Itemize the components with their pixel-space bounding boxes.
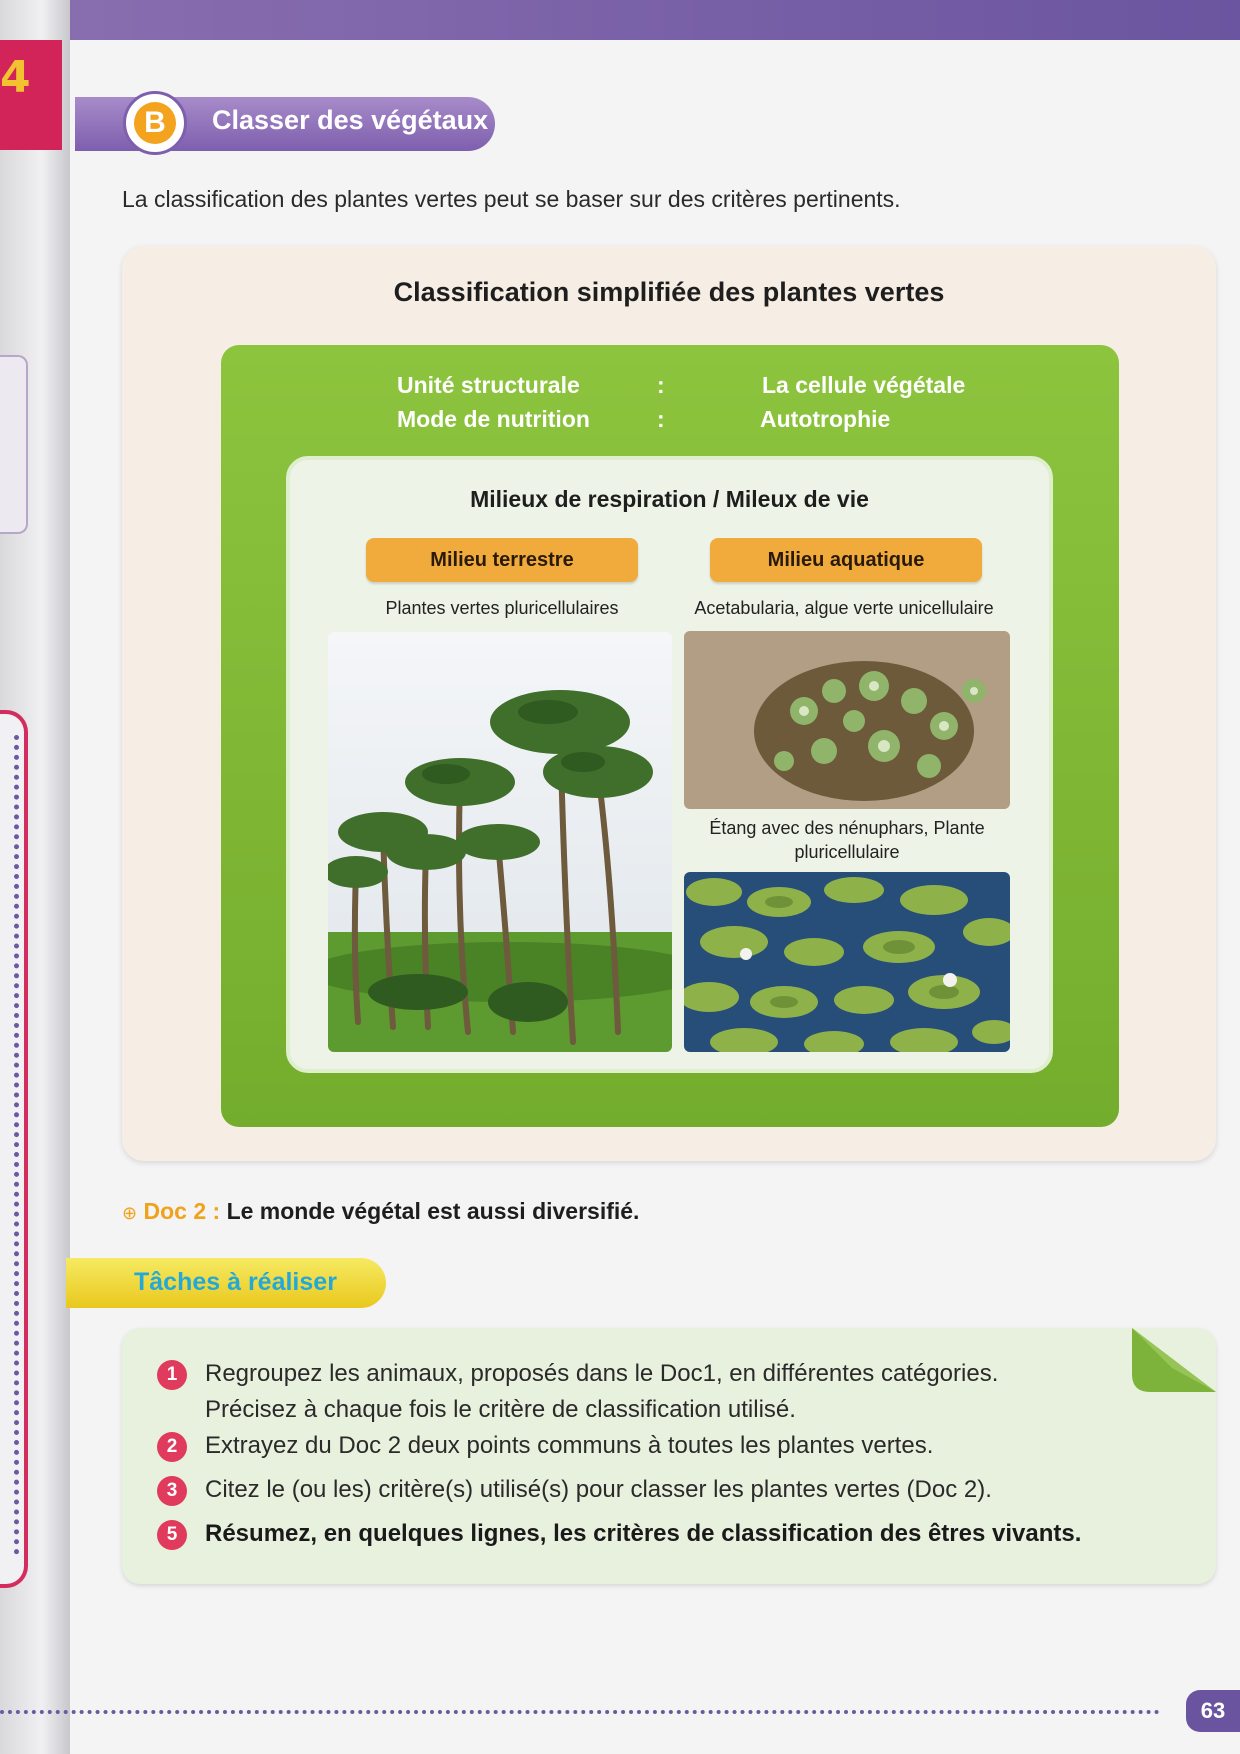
spine-dots bbox=[14, 735, 19, 1555]
spine-box bbox=[0, 355, 28, 534]
aquatic-label: Milieu aquatique bbox=[710, 538, 982, 582]
task-item-3: Citez le (ou les) critère(s) utilisé(s) pour classer les plantes vertes (Doc 2). bbox=[205, 1476, 992, 1503]
chapter-number: 4 bbox=[0, 52, 31, 103]
doc-title: Classification simplifiée des plantes vertes bbox=[393, 277, 945, 307]
info-label-structure: Unité structurale bbox=[397, 372, 580, 398]
acetabularia-caption: Acetabularia, algue verte unicellulaire bbox=[694, 598, 994, 618]
footer-dots bbox=[0, 1710, 1160, 1714]
task-item-5: Résumez, en quelques lignes, les critères de classification des êtres vivants. bbox=[205, 1520, 1082, 1547]
doc-caption bbox=[122, 1198, 639, 1225]
section-title: Classer des végétaux bbox=[212, 105, 489, 135]
palm-trees-photo bbox=[328, 632, 672, 1052]
task-item-1-line1: Regroupez les animaux, proposés dans le Doc1, en différentes catégories. bbox=[205, 1360, 999, 1387]
task-number: 3 bbox=[157, 1476, 187, 1506]
pond-photo bbox=[684, 872, 1010, 1052]
pond-caption-line2: pluricellulaire bbox=[794, 842, 900, 862]
environments-title: Milieux de respiration / Mileux de vie bbox=[470, 486, 869, 512]
corner-fold-icon bbox=[1132, 1328, 1216, 1392]
info-value-nutrition: Autotrophie bbox=[760, 406, 891, 432]
task-number: 2 bbox=[157, 1432, 187, 1462]
task-number: 1 bbox=[157, 1360, 187, 1390]
info-label-nutrition: Mode de nutrition bbox=[397, 406, 590, 432]
info-sep-structure: : bbox=[657, 372, 665, 398]
section-letter-badge bbox=[123, 91, 187, 155]
top-band bbox=[0, 0, 1240, 40]
terrestrial-label: Milieu terrestre bbox=[366, 538, 638, 582]
doc-caption-text: Le monde végétal est aussi diversifié. bbox=[226, 1198, 640, 1224]
tasks-title: Tâches à réaliser bbox=[134, 1268, 337, 1296]
section-letter: B bbox=[134, 102, 176, 144]
pond-caption-line1: Étang avec des nénuphars, Plante bbox=[709, 818, 985, 838]
task-item-2: Extrayez du Doc 2 deux points communs à toutes les plantes vertes. bbox=[205, 1432, 934, 1459]
page-number: 63 bbox=[1186, 1690, 1240, 1732]
terrestrial-caption: Plantes vertes pluricellulaires bbox=[385, 598, 619, 618]
info-value-structure: La cellule végétale bbox=[762, 372, 966, 398]
info-sep-nutrition: : bbox=[657, 406, 665, 432]
task-number: 5 bbox=[157, 1520, 187, 1550]
doc-arrow-icon: ⊕ bbox=[122, 1203, 138, 1223]
task-item-1-line2: Précisez à chaque fois le critère de classification utilisé. bbox=[205, 1396, 796, 1423]
acetabularia-photo bbox=[684, 631, 1010, 809]
intro-text: La classification des plantes vertes peut se baser sur des critères pertinents. bbox=[122, 186, 901, 212]
doc-label: Doc 2 : bbox=[143, 1198, 221, 1224]
